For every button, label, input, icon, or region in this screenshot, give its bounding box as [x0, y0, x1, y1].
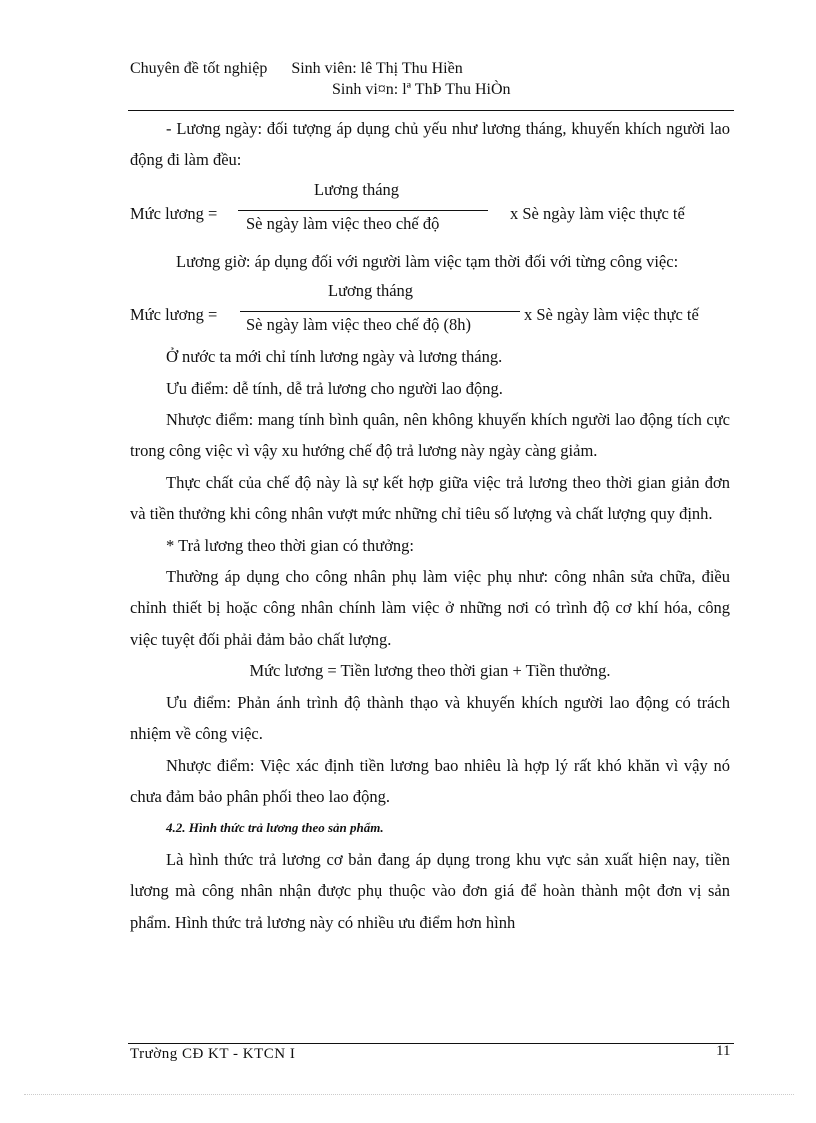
page-number: 11 — [716, 1043, 731, 1059]
formula-numerator: Lương tháng — [314, 179, 400, 199]
paragraph: Thực chất của chế độ này là sự kết hợp giữa việc trả lương theo thời gian giản đơn và tiền thưởng khi công nhân vượt mức những chỉ tiêu số lượng và chất lượng quy định. — [130, 472, 730, 524]
section-heading: 4.2. Hình thức trả lương theo sản phẩm. — [166, 820, 384, 836]
header-student: Sinh viên: lê Thị Thu Hiền — [291, 60, 463, 77]
page-header — [130, 60, 463, 78]
paragraph: Ở nước ta mới chỉ tính lương ngày và lương tháng. — [166, 347, 503, 367]
formula-denominator: Sè ngày làm việc theo chế độ — [246, 213, 440, 233]
footer-rule — [128, 1043, 734, 1044]
paragraph: Nhược điểm: Việc xác định tiền lương bao nhiêu là hợp lý rất khó khăn vì vậy nó chưa đảm bảo phân phối theo lao động. — [130, 755, 730, 806]
formula-daily-wage — [130, 176, 730, 246]
page-break-divider — [24, 1094, 794, 1095]
header-rule — [128, 110, 734, 111]
formula-rhs: x Sè ngày làm việc thực tế — [524, 305, 699, 325]
paragraph: Thường áp dụng cho công nhân phụ làm việc phụ như: công nhân sửa chữa, điều chỉnh thiết bị hoặc công nhân chính làm việc ở những nơi có trình độ cơ khí hóa, công việc tuyệt đối phải đảm bảo chất lượng. — [130, 567, 730, 649]
footer-school: Trường CĐ KT - KTCN I — [130, 1046, 296, 1062]
formula-rhs: x Sè ngày làm việc thực tế — [510, 203, 685, 223]
formula-lhs: Mức lương = — [130, 203, 218, 223]
formula-wage-bonus: Mức lương = Tiền lương theo thời gian + Tiền thưởng. — [249, 661, 611, 681]
formula-denominator: Sè ngày làm việc theo chế độ (8h) — [246, 315, 471, 335]
paragraph: - Lương ngày: đối tượng áp dụng chủ yếu như lương tháng, khuyến khích người lao động đi làm đều: — [130, 119, 730, 170]
header-student-garbled: Sinh vi¤n: lª ThÞ Thu HiÒn — [332, 81, 511, 98]
paragraph: Là hình thức trả lương cơ bản đang áp dụng trong khu vực sản xuất hiện nay, tiền lương mà công nhân nhận được phụ thuộc vào đơn giá để hoàn thành một đơn vị sản phẩm. Hình thức trả lương này có nhiều ưu điểm hơn hình — [130, 849, 730, 932]
formula-numerator: Lương tháng — [328, 281, 414, 301]
formula-hourly-wage — [130, 277, 730, 341]
formula-lhs: Mức lương = — [130, 305, 218, 325]
paragraph: * Trả lương theo thời gian có thưởng: — [166, 535, 415, 555]
header-title: Chuyên đề tốt nghiệp — [130, 60, 268, 77]
paragraph: Ưu điểm: dễ tính, dễ trả lương cho người lao động. — [166, 378, 503, 398]
paragraph: Lương giờ: áp dụng đối với người làm việc tạm thời đối với từng công việc: — [176, 251, 679, 271]
paragraph: Ưu điểm: Phản ánh trình độ thành thạo và khuyến khích người lao động có trách nhiệm về công việc. — [130, 692, 730, 744]
paragraph: Nhược điểm: mang tính bình quân, nên không khuyến khích người lao động tích cực trong công việc vì vậy xu hướng chế độ trả lương này ngày càng giảm. — [130, 410, 730, 461]
document-body — [130, 113, 730, 938]
